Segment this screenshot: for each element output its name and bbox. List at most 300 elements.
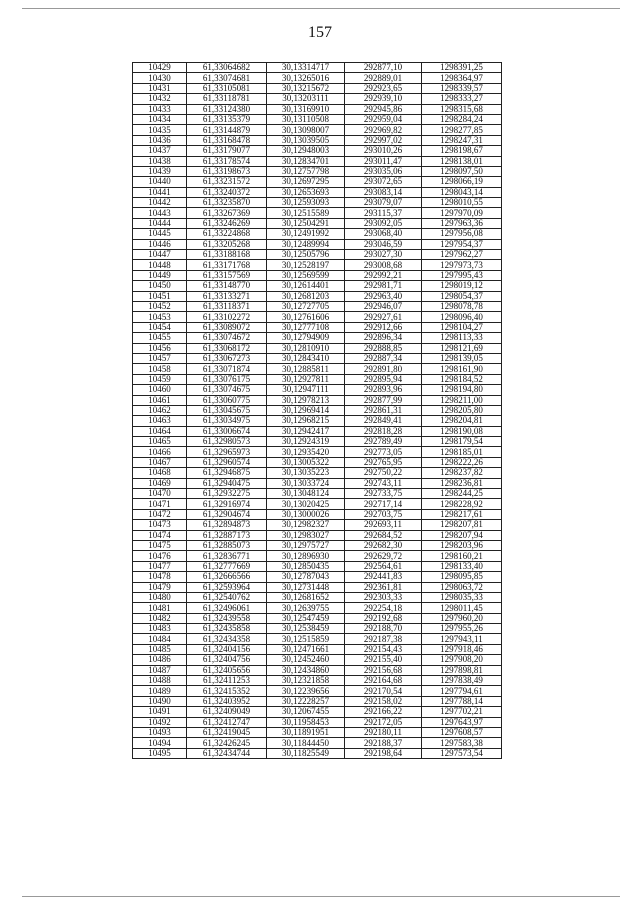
table-row [133,333,502,343]
y-coordinate-cell: 1298139,05 [422,353,502,363]
x-coordinate-cell: 292188,37 [345,738,422,748]
y-coordinate-cell: 1298211,00 [422,395,502,405]
x-coordinate-cell: 292187,38 [345,634,422,644]
longitude-cell: 30,12321858 [267,676,345,686]
x-coordinate-cell: 292170,54 [345,686,422,696]
latitude-cell: 61,33076175 [187,374,267,384]
y-coordinate-cell: 1298364,97 [422,73,502,83]
x-coordinate-cell: 293092,05 [345,218,422,228]
latitude-cell: 61,33240372 [187,187,267,197]
latitude-cell: 61,32439558 [187,613,267,623]
bottom-border-line [22,896,620,897]
latitude-cell: 61,33071874 [187,364,267,374]
y-coordinate-cell: 1298161,90 [422,364,502,374]
table-row [133,322,502,332]
longitude-cell: 30,12794909 [267,333,345,343]
y-coordinate-cell: 1298043,14 [422,187,502,197]
latitude-cell: 61,33178574 [187,156,267,166]
longitude-cell: 30,12935420 [267,447,345,457]
y-coordinate-cell: 1298179,54 [422,437,502,447]
longitude-cell: 30,12228257 [267,696,345,706]
y-coordinate-cell: 1297702,21 [422,707,502,717]
latitude-cell: 61,33124380 [187,104,267,114]
point-number-cell: 10480 [133,592,187,602]
y-coordinate-cell: 1297918,46 [422,644,502,654]
point-number-cell: 10476 [133,551,187,561]
point-number-cell: 10466 [133,447,187,457]
page-number: 157 [308,24,332,41]
top-border-line [22,8,620,9]
point-number-cell: 10455 [133,333,187,343]
y-coordinate-cell: 1297898,81 [422,665,502,675]
point-number-cell: 10464 [133,426,187,436]
latitude-cell: 61,33267369 [187,208,267,218]
longitude-cell: 30,12239656 [267,686,345,696]
point-number-cell: 10486 [133,655,187,665]
longitude-cell: 30,12538459 [267,624,345,634]
latitude-cell: 61,32894873 [187,520,267,530]
table-row [133,603,502,613]
longitude-cell: 30,12787043 [267,572,345,582]
table-row [133,728,502,738]
point-number-cell: 10483 [133,624,187,634]
x-coordinate-cell: 292564,61 [345,561,422,571]
longitude-cell: 30,12968215 [267,416,345,426]
table-row [133,665,502,675]
x-coordinate-cell: 292684,52 [345,530,422,540]
table-row [133,520,502,530]
x-coordinate-cell: 292166,22 [345,707,422,717]
table-row [133,146,502,156]
point-number-cell: 10465 [133,437,187,447]
point-number-cell: 10495 [133,748,187,758]
point-number-cell: 10490 [133,696,187,706]
latitude-cell: 61,32411253 [187,676,267,686]
point-number-cell: 10494 [133,738,187,748]
x-coordinate-cell: 292887,34 [345,353,422,363]
table-row [133,374,502,384]
latitude-cell: 61,33157569 [187,270,267,280]
point-number-cell: 10448 [133,260,187,270]
latitude-cell: 61,33006674 [187,426,267,436]
latitude-cell: 61,32940475 [187,478,267,488]
latitude-cell: 61,32777669 [187,561,267,571]
point-number-cell: 10468 [133,468,187,478]
longitude-cell: 30,13203111 [267,94,345,104]
x-coordinate-cell: 292992,21 [345,270,422,280]
y-coordinate-cell: 1298333,27 [422,94,502,104]
y-coordinate-cell: 1298190,08 [422,426,502,436]
longitude-cell: 30,12547459 [267,613,345,623]
table-row [133,624,502,634]
latitude-cell: 61,32496061 [187,603,267,613]
table-row [133,229,502,239]
x-coordinate-cell: 292158,02 [345,696,422,706]
point-number-cell: 10457 [133,353,187,363]
point-number-cell: 10477 [133,561,187,571]
table-row [133,291,502,301]
point-number-cell: 10436 [133,135,187,145]
x-coordinate-cell: 292198,64 [345,748,422,758]
longitude-cell: 30,12834701 [267,156,345,166]
latitude-cell: 61,32946875 [187,468,267,478]
longitude-cell: 30,12942417 [267,426,345,436]
y-coordinate-cell: 1298222,26 [422,457,502,467]
x-coordinate-cell: 292861,31 [345,405,422,415]
table-row [133,125,502,135]
latitude-cell: 61,32960574 [187,457,267,467]
y-coordinate-cell: 1297583,38 [422,738,502,748]
longitude-cell: 30,12924319 [267,437,345,447]
table-row [133,208,502,218]
latitude-cell: 61,32980573 [187,437,267,447]
latitude-cell: 61,32403952 [187,696,267,706]
table-row [133,260,502,270]
x-coordinate-cell: 292164,68 [345,676,422,686]
point-number-cell: 10446 [133,239,187,249]
longitude-cell: 30,12810910 [267,343,345,353]
x-coordinate-cell: 292946,07 [345,301,422,311]
x-coordinate-cell: 292629,72 [345,551,422,561]
y-coordinate-cell: 1298339,57 [422,83,502,93]
longitude-cell: 30,12947111 [267,385,345,395]
point-number-cell: 10487 [133,665,187,675]
y-coordinate-cell: 1298277,85 [422,125,502,135]
y-coordinate-cell: 1298198,67 [422,146,502,156]
point-number-cell: 10461 [133,395,187,405]
y-coordinate-cell: 1298207,94 [422,530,502,540]
x-coordinate-cell: 292896,34 [345,333,422,343]
longitude-cell: 30,13098007 [267,125,345,135]
y-coordinate-cell: 1298236,81 [422,478,502,488]
table-row [133,738,502,748]
latitude-cell: 61,32405656 [187,665,267,675]
table-row [133,73,502,83]
longitude-cell: 30,12975727 [267,540,345,550]
longitude-cell: 30,12969414 [267,405,345,415]
x-coordinate-cell: 292927,61 [345,312,422,322]
latitude-cell: 61,32916974 [187,499,267,509]
y-coordinate-cell: 1297995,43 [422,270,502,280]
y-coordinate-cell: 1297956,08 [422,229,502,239]
table-row [133,114,502,124]
table-row [133,551,502,561]
x-coordinate-cell: 292997,02 [345,135,422,145]
longitude-cell: 30,12757798 [267,166,345,176]
latitude-cell: 61,32593964 [187,582,267,592]
latitude-cell: 61,32419045 [187,728,267,738]
x-coordinate-cell: 292693,11 [345,520,422,530]
x-coordinate-cell: 292939,10 [345,94,422,104]
longitude-cell: 30,12528197 [267,260,345,270]
table-row [133,489,502,499]
x-coordinate-cell: 292192,68 [345,613,422,623]
latitude-cell: 61,33133271 [187,291,267,301]
y-coordinate-cell: 1297962,27 [422,250,502,260]
table-row [133,457,502,467]
latitude-cell: 61,33168478 [187,135,267,145]
longitude-cell: 30,13039505 [267,135,345,145]
x-coordinate-cell: 292849,41 [345,416,422,426]
longitude-cell: 30,12885811 [267,364,345,374]
point-number-cell: 10438 [133,156,187,166]
latitude-cell: 61,33118371 [187,301,267,311]
latitude-cell: 61,33102272 [187,312,267,322]
point-number-cell: 10485 [133,644,187,654]
latitude-cell: 61,32666566 [187,572,267,582]
longitude-cell: 30,12777108 [267,322,345,332]
x-coordinate-cell: 292441,83 [345,572,422,582]
latitude-cell: 61,33231572 [187,177,267,187]
y-coordinate-cell: 1297608,57 [422,728,502,738]
point-number-cell: 10463 [133,416,187,426]
table-row [133,676,502,686]
y-coordinate-cell: 1298113,33 [422,333,502,343]
point-number-cell: 10474 [133,530,187,540]
x-coordinate-cell: 292773,05 [345,447,422,457]
y-coordinate-cell: 1297573,54 [422,748,502,758]
point-number-cell: 10453 [133,312,187,322]
longitude-cell: 30,13005322 [267,457,345,467]
table-row [133,364,502,374]
x-coordinate-cell: 292765,95 [345,457,422,467]
longitude-cell: 30,13020425 [267,499,345,509]
longitude-cell: 30,12614401 [267,281,345,291]
x-coordinate-cell: 293068,40 [345,229,422,239]
y-coordinate-cell: 1298160,21 [422,551,502,561]
x-coordinate-cell: 292969,82 [345,125,422,135]
y-coordinate-cell: 1297963,36 [422,218,502,228]
point-number-cell: 10431 [133,83,187,93]
point-number-cell: 10479 [133,582,187,592]
table-row [133,218,502,228]
table-row [133,416,502,426]
table-row [133,395,502,405]
table-row [133,239,502,249]
y-coordinate-cell: 1298063,72 [422,582,502,592]
x-coordinate-cell: 293008,68 [345,260,422,270]
point-number-cell: 10492 [133,717,187,727]
x-coordinate-cell: 292750,22 [345,468,422,478]
point-number-cell: 10489 [133,686,187,696]
table-row [133,166,502,176]
longitude-cell: 30,12593093 [267,198,345,208]
y-coordinate-cell: 1298315,68 [422,104,502,114]
point-number-cell: 10469 [133,478,187,488]
latitude-cell: 61,32435858 [187,624,267,634]
point-number-cell: 10442 [133,198,187,208]
latitude-cell: 61,32887173 [187,530,267,540]
y-coordinate-cell: 1298054,37 [422,291,502,301]
table-row [133,509,502,519]
latitude-cell: 61,33179077 [187,146,267,156]
table-row [133,644,502,654]
x-coordinate-cell: 292877,99 [345,395,422,405]
longitude-cell: 30,13033724 [267,478,345,488]
y-coordinate-cell: 1298104,27 [422,322,502,332]
coordinates-table [132,62,502,759]
latitude-cell: 61,32412747 [187,717,267,727]
x-coordinate-cell: 292155,40 [345,655,422,665]
point-number-cell: 10430 [133,73,187,83]
y-coordinate-cell: 1298095,85 [422,572,502,582]
point-number-cell: 10440 [133,177,187,187]
table-row [133,385,502,395]
x-coordinate-cell: 293079,07 [345,198,422,208]
x-coordinate-cell: 292154,43 [345,644,422,654]
longitude-cell: 30,11891951 [267,728,345,738]
x-coordinate-cell: 292254,18 [345,603,422,613]
point-number-cell: 10458 [133,364,187,374]
table-row [133,63,502,73]
latitude-cell: 61,33118781 [187,94,267,104]
point-number-cell: 10456 [133,343,187,353]
longitude-cell: 30,12452460 [267,655,345,665]
y-coordinate-cell: 1298019,12 [422,281,502,291]
y-coordinate-cell: 1298203,96 [422,540,502,550]
x-coordinate-cell: 292912,66 [345,322,422,332]
x-coordinate-cell: 292172,05 [345,717,422,727]
latitude-cell: 61,32404756 [187,655,267,665]
table-row [133,717,502,727]
point-number-cell: 10488 [133,676,187,686]
y-coordinate-cell: 1298138,01 [422,156,502,166]
x-coordinate-cell: 292818,28 [345,426,422,436]
x-coordinate-cell: 293046,59 [345,239,422,249]
longitude-cell: 30,12681203 [267,291,345,301]
table-row [133,250,502,260]
point-number-cell: 10478 [133,572,187,582]
y-coordinate-cell: 1298391,25 [422,63,502,73]
latitude-cell: 61,32404156 [187,644,267,654]
latitude-cell: 61,33074675 [187,385,267,395]
point-number-cell: 10473 [133,520,187,530]
longitude-cell: 30,12489994 [267,239,345,249]
latitude-cell: 61,33198673 [187,166,267,176]
point-number-cell: 10493 [133,728,187,738]
x-coordinate-cell: 292959,04 [345,114,422,124]
table-row [133,634,502,644]
y-coordinate-cell: 1298247,31 [422,135,502,145]
latitude-cell: 61,32415352 [187,686,267,696]
x-coordinate-cell: 292895,94 [345,374,422,384]
table-row [133,437,502,447]
x-coordinate-cell: 292888,85 [345,343,422,353]
longitude-cell: 30,11958453 [267,717,345,727]
table-row [133,301,502,311]
y-coordinate-cell: 1298185,01 [422,447,502,457]
x-coordinate-cell: 293035,06 [345,166,422,176]
x-coordinate-cell: 293115,37 [345,208,422,218]
longitude-cell: 30,13110508 [267,114,345,124]
y-coordinate-cell: 1298066,19 [422,177,502,187]
point-number-cell: 10471 [133,499,187,509]
point-number-cell: 10481 [133,603,187,613]
y-coordinate-cell: 1297973,73 [422,260,502,270]
y-coordinate-cell: 1298284,24 [422,114,502,124]
x-coordinate-cell: 292303,33 [345,592,422,602]
y-coordinate-cell: 1298096,40 [422,312,502,322]
point-number-cell: 10491 [133,707,187,717]
longitude-cell: 30,12761606 [267,312,345,322]
longitude-cell: 30,12948003 [267,146,345,156]
point-number-cell: 10443 [133,208,187,218]
latitude-cell: 61,33074672 [187,333,267,343]
longitude-cell: 30,13000026 [267,509,345,519]
longitude-cell: 30,12843410 [267,353,345,363]
point-number-cell: 10444 [133,218,187,228]
x-coordinate-cell: 293072,65 [345,177,422,187]
point-number-cell: 10449 [133,270,187,280]
longitude-cell: 30,12681652 [267,592,345,602]
latitude-cell: 61,32540762 [187,592,267,602]
table-row [133,83,502,93]
y-coordinate-cell: 1297954,37 [422,239,502,249]
y-coordinate-cell: 1297970,09 [422,208,502,218]
table-row [133,405,502,415]
x-coordinate-cell: 292923,65 [345,83,422,93]
y-coordinate-cell: 1298205,80 [422,405,502,415]
point-number-cell: 10470 [133,489,187,499]
point-number-cell: 10467 [133,457,187,467]
table-row [133,468,502,478]
point-number-cell: 10433 [133,104,187,114]
longitude-cell: 30,13048124 [267,489,345,499]
x-coordinate-cell: 292891,80 [345,364,422,374]
y-coordinate-cell: 1297788,14 [422,696,502,706]
y-coordinate-cell: 1298010,55 [422,198,502,208]
table-row [133,655,502,665]
point-number-cell: 10450 [133,281,187,291]
longitude-cell: 30,13265016 [267,73,345,83]
x-coordinate-cell: 292893,96 [345,385,422,395]
latitude-cell: 61,32409049 [187,707,267,717]
point-number-cell: 10484 [133,634,187,644]
table-row [133,499,502,509]
point-number-cell: 10429 [133,63,187,73]
x-coordinate-cell: 292188,70 [345,624,422,634]
y-coordinate-cell: 1298204,81 [422,416,502,426]
point-number-cell: 10445 [133,229,187,239]
latitude-cell: 61,33148770 [187,281,267,291]
table-row [133,270,502,280]
table-row [133,592,502,602]
table-row [133,187,502,197]
y-coordinate-cell: 1297943,11 [422,634,502,644]
latitude-cell: 61,32904674 [187,509,267,519]
y-coordinate-cell: 1298078,78 [422,301,502,311]
latitude-cell: 61,33135379 [187,114,267,124]
point-number-cell: 10435 [133,125,187,135]
table-row [133,94,502,104]
latitude-cell: 61,32836771 [187,551,267,561]
y-coordinate-cell: 1298207,81 [422,520,502,530]
longitude-cell: 30,12067455 [267,707,345,717]
latitude-cell: 61,33171768 [187,260,267,270]
longitude-cell: 30,12505796 [267,250,345,260]
table-row [133,198,502,208]
point-number-cell: 10454 [133,322,187,332]
longitude-cell: 30,12471661 [267,644,345,654]
x-coordinate-cell: 292889,01 [345,73,422,83]
point-number-cell: 10451 [133,291,187,301]
table-row [133,540,502,550]
coordinates-table-body [133,63,502,759]
x-coordinate-cell: 293011,47 [345,156,422,166]
longitude-cell: 30,12896930 [267,551,345,561]
longitude-cell: 30,11825549 [267,748,345,758]
table-row [133,582,502,592]
